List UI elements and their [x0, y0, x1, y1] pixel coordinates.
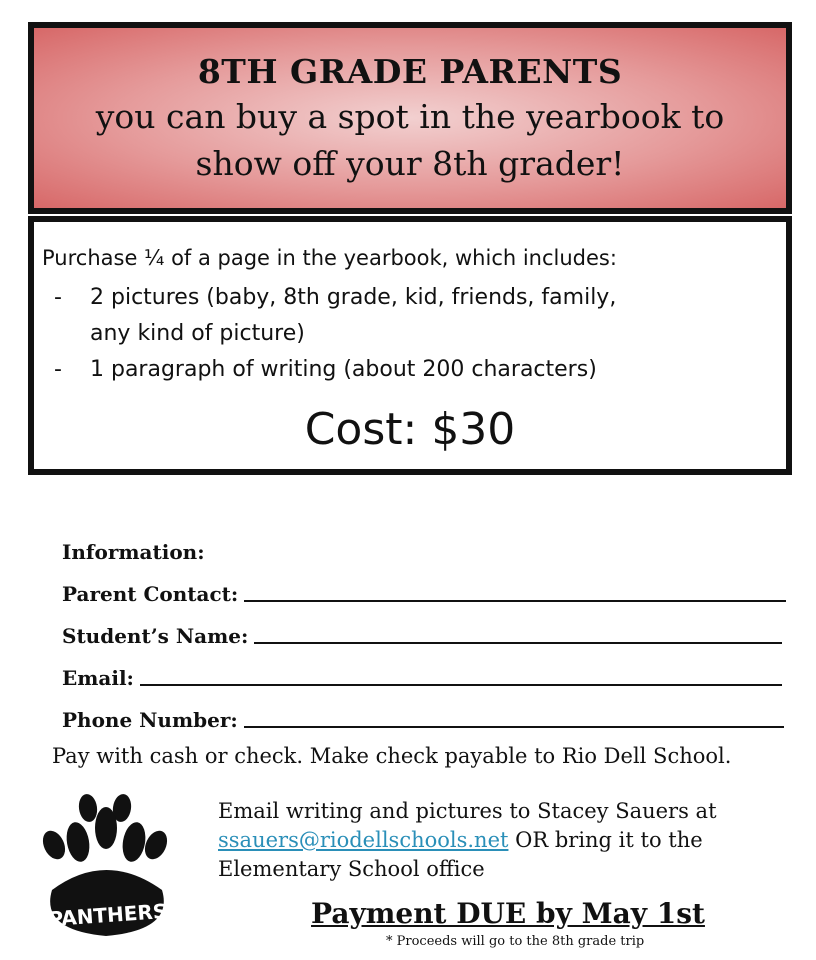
student-name-row [62, 606, 792, 648]
contact-line2-rest: OR bring it to the [508, 828, 703, 852]
list-item [54, 280, 616, 352]
list-item-text-cont: any kind of picture) [90, 321, 305, 346]
offer-box [28, 216, 792, 475]
form-heading-row [62, 522, 792, 564]
list-item-text: 1 paragraph of writing (about 200 characters) [90, 357, 597, 382]
contact-block [218, 797, 778, 884]
list-dash: - [54, 357, 62, 382]
email-field[interactable] [140, 684, 782, 686]
list-item-text: 2 pictures (baby, 8th grade, kid, friends, family, [90, 285, 617, 310]
payment-due: Payment DUE by May 1st [311, 897, 705, 930]
contact-line1: Email writing and pictures to Stacey Sauers at [218, 799, 717, 823]
proceeds-note: * Proceeds will go to the 8th grade trip [386, 934, 645, 949]
information-form [62, 522, 792, 732]
list-item [54, 352, 616, 388]
offer-intro: Purchase ¼ of a page in the yearbook, which includes: [42, 246, 617, 270]
header-title: 8TH GRADE PARENTS [197, 52, 623, 91]
payment-note: Pay with cash or check. Make check payable to Rio Dell School. [52, 744, 732, 768]
parent-contact-label: Parent Contact: [62, 582, 239, 606]
student-name-label: Student’s Name: [62, 624, 249, 648]
form-heading: Information: [62, 540, 205, 564]
phone-label: Phone Number: [62, 708, 238, 732]
email-link[interactable]: ssauers@riodellschools.net [218, 828, 509, 852]
student-name-field[interactable] [254, 642, 782, 644]
email-row [62, 648, 792, 690]
cost-label: Cost: $30 [304, 404, 516, 455]
phone-field[interactable] [244, 726, 784, 728]
parent-contact-row [62, 564, 792, 606]
parent-contact-field[interactable] [244, 600, 786, 602]
contact-line2 [218, 826, 778, 855]
header-banner [28, 22, 792, 214]
logo-text: PANTHERS [47, 898, 168, 932]
offer-list [54, 280, 616, 388]
phone-row [62, 690, 792, 732]
header-subtitle-line1: you can buy a spot in the yearbook to [95, 97, 725, 136]
email-label: Email: [62, 666, 134, 690]
contact-line3: Elementary School office [218, 857, 485, 881]
header-subtitle-line2: show off your 8th grader! [195, 144, 625, 183]
list-dash: - [54, 285, 62, 310]
